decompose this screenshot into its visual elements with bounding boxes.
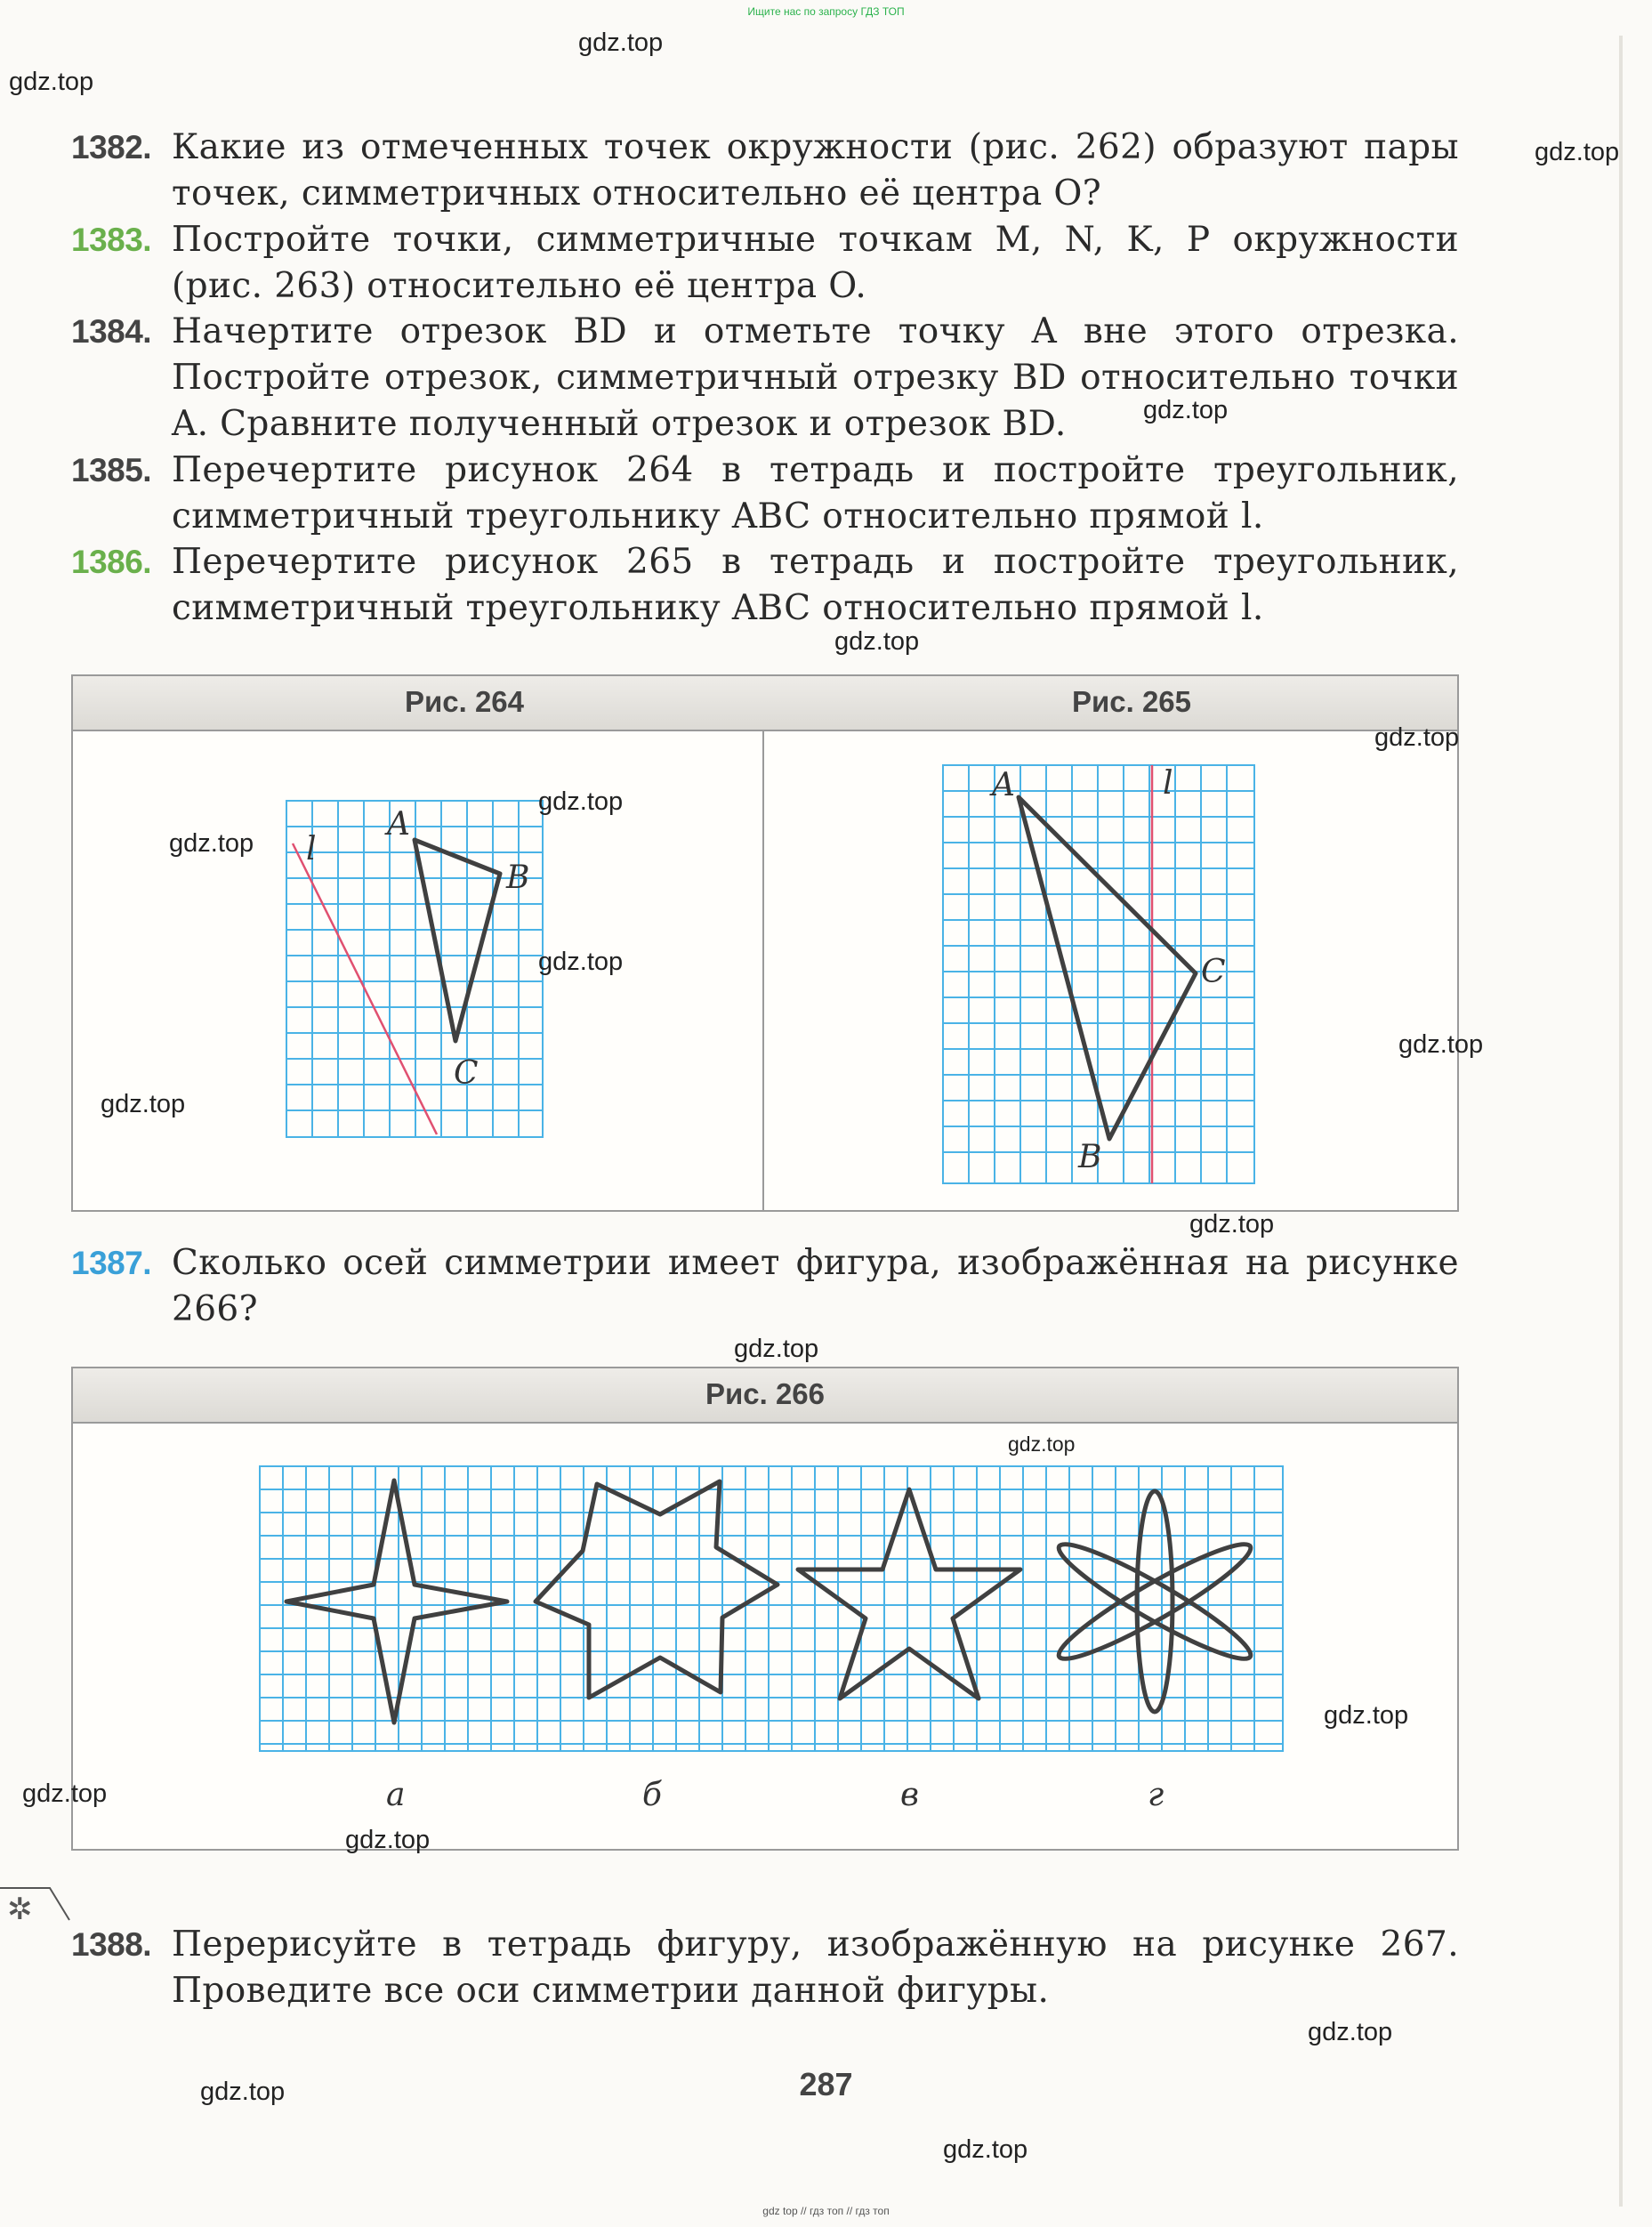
task-number: 1388. (71, 1926, 152, 1963)
label-a-265: A (992, 767, 1015, 803)
figure-264-title: Рис. 264 (404, 685, 525, 718)
task-1388 (71, 1922, 1459, 2014)
label-a-264: A (387, 806, 410, 843)
watermark: gdz.top (538, 787, 624, 816)
watermark: gdz.top (1308, 2018, 1393, 2046)
label-l-264: l (306, 831, 317, 867)
watermark: gdz.top (578, 28, 664, 57)
watermark: gdz.top (1535, 138, 1620, 166)
task-number: 1386. (71, 544, 152, 580)
figure-264-grid (286, 801, 543, 1137)
triangle-abc-265 (1019, 797, 1196, 1139)
watermark: gdz.top (169, 829, 254, 858)
task-1383 (71, 217, 1459, 310)
figure-264-265-box (71, 674, 1459, 1212)
label-l-265: l (1163, 765, 1173, 802)
task-1384 (71, 309, 1459, 448)
shape-a-four-point-star (286, 1481, 507, 1723)
watermark: gdz.top (1324, 1701, 1409, 1730)
task-text: Постройте точки, симметричные точкам M, N, K, P окружности (рис. 263) относительно её центра O. (172, 220, 1459, 306)
triangle-abc-264 (415, 840, 500, 1041)
label-b-265: B (1078, 1139, 1102, 1175)
caption-b: б (642, 1777, 662, 1813)
caption-v: в (900, 1777, 919, 1813)
watermark: gdz.top (538, 948, 624, 976)
figure-264-265-drawing (73, 676, 1460, 1210)
task-text: Начертите отрезок BD и отметьте точку A вне этого отрезка. Постройте отрезок, симметричный отрезку BD относительно точки A. Сравните полученный отрезок и отрезок BD. (172, 311, 1459, 444)
shape-v-five-point-star (798, 1489, 1020, 1698)
watermark: gdz.top (1143, 396, 1229, 424)
task-number: 1385. (71, 452, 152, 488)
task-number: 1383. (71, 222, 152, 258)
header-note: Ищите нас по запросу ГДЗ ТОП (747, 5, 905, 18)
label-c-264: C (454, 1055, 479, 1092)
task-text: Какие из отмеченных точек окружности (рис. 262) образуют пары точек, симметричных относительно её центра O? (172, 127, 1459, 214)
task-1382 (71, 125, 1459, 217)
watermark: gdz.top (834, 627, 920, 656)
figure-266-title: Рис. 266 (705, 1377, 826, 1410)
watermark: gdz.top (1398, 1030, 1484, 1059)
watermark: gdz.top (101, 1090, 186, 1118)
task-text: Перерисуйте в тетрадь фигуру, изображённую на рисунке 267. Проведите все оси симметрии данной фигуры. (172, 1924, 1459, 2011)
shape-g-flower (1051, 1491, 1260, 1712)
page-number: 287 (799, 2066, 853, 2102)
watermark: gdz.top (345, 1826, 431, 1854)
watermark: gdz.top (22, 1779, 108, 1808)
caption-a: а (386, 1777, 406, 1813)
figure-265-title: Рис. 265 (1071, 685, 1192, 718)
label-c-265: C (1201, 954, 1226, 990)
watermark: gdz.top (9, 68, 94, 96)
watermark: gdz.top (1008, 1432, 1076, 1456)
task-number: 1384. (71, 313, 152, 350)
watermark: gdz.top (1189, 1210, 1275, 1239)
watermark: gdz.top (943, 2135, 1028, 2164)
watermark: gdz.top (200, 2078, 286, 2106)
footer-note: gdz top // гдз топ // гдз топ (762, 2205, 890, 2217)
task-number: 1382. (71, 129, 152, 165)
label-b-264: B (506, 859, 530, 896)
task-text: Сколько осей симметрии имеет фигура, изображённая на рисунке 266? (172, 1243, 1459, 1329)
task-number: 1387. (71, 1245, 152, 1281)
watermark: gdz.top (1374, 723, 1460, 752)
watermark: gdz.top (734, 1335, 819, 1363)
task-1385 (71, 448, 1459, 540)
figure-266-drawing (73, 1368, 1457, 1849)
caption-g: г (1148, 1777, 1164, 1813)
task-text: Перечертите рисунок 264 в тетрадь и постройте треугольник, симметричный треугольнику ABC относительно прямой l. (172, 450, 1459, 537)
page-edge (1619, 36, 1623, 2207)
task-1386 (71, 539, 1459, 632)
shape-b-six-point-star (536, 1481, 778, 1698)
snowflake-icon: ✲ (7, 1892, 33, 1927)
task-text: Перечертите рисунок 265 в тетрадь и постройте треугольник, симметричный треугольнику ABC относительно прямой l. (172, 542, 1459, 628)
task-1387 (71, 1240, 1459, 1333)
figure-266-box (71, 1367, 1459, 1851)
